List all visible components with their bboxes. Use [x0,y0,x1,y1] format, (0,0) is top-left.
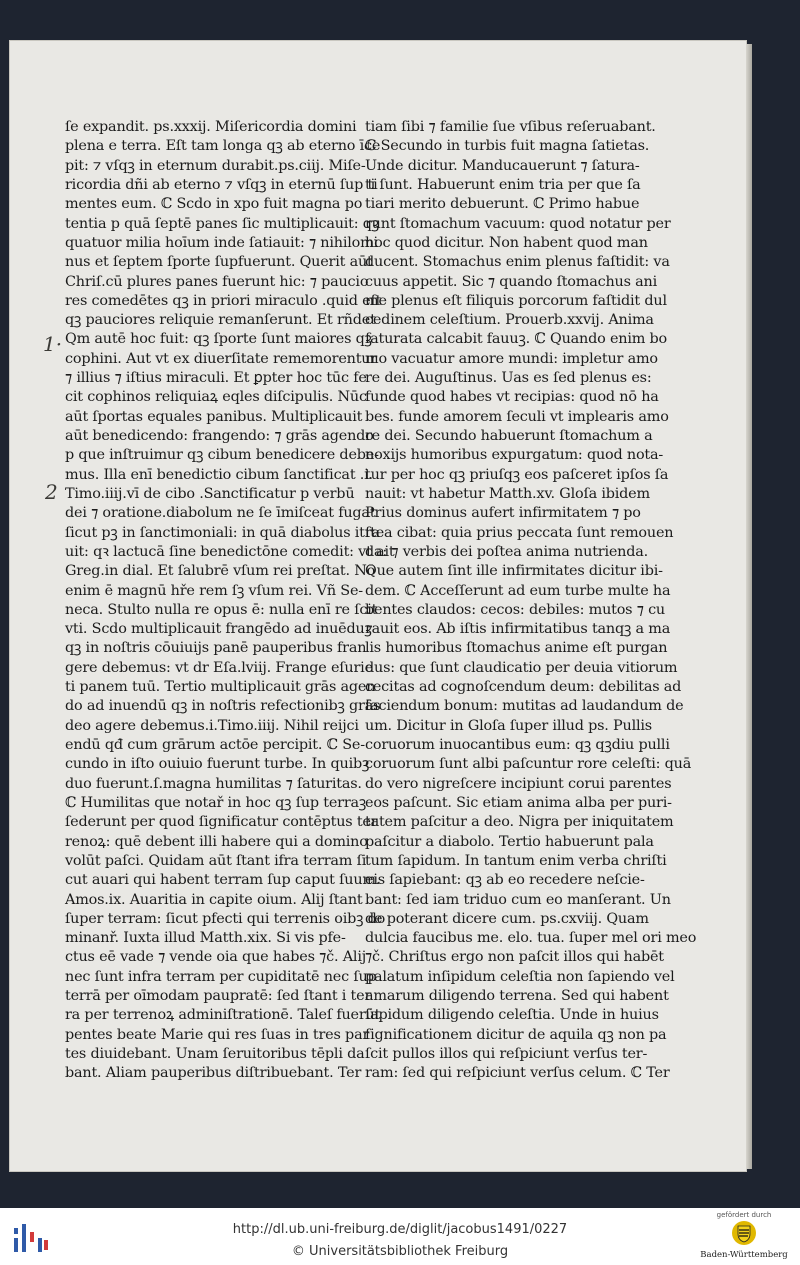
right-column-line: ducent. Stomachus enim plenus faſtidit: va [365,254,670,271]
text-column-left [65,118,395,1084]
right-column-line: mo vacuatur amore mundi: impletur amo [365,350,658,367]
left-column-line: tes diuidebant. Unam ſeruitoribus tēpli da [65,1046,365,1062]
right-column-line: tatem paſcitur a deo. Nigra per iniquitatem [365,814,674,831]
right-column-line: tur per hoc qꝫ priuſqꝫ eos paſceret ipſos ſa [365,466,669,483]
document-url[interactable]: http://dl.ub.uni-freiburg.de/diglit/jacobus1491/0227 [232,1222,568,1237]
left-column-line: cundo in iſto ouiuio fuerunt turbe. In quibꝫ [65,756,370,773]
right-column-line: bentes claudos: cecos: debiles: mutos ⁊ cu [365,601,666,618]
left-column-line: bant. Aliam pauperibus diſtribuebant. Ter [65,1065,362,1082]
left-column-line: Qm autē hoc fuit: qꝫ ſporte ſunt maiores qꝫ [65,331,372,348]
right-column-line: runt ſtomachum vacuum: quod notatur per [365,215,671,232]
right-column-line: um. Dicitur in Gloſa ſuper illud ps. Pullis [365,717,652,734]
left-column-line: ctus eē vade ⁊ vende oia que habes ⁊č. Alij [65,949,366,966]
right-column-line: cecitas ad cognoſcendum deum: debilitas ad [365,679,682,696]
left-column-line: mus. Illa enī benedictio cibum ſanctificat .i. [65,466,373,483]
margin-mark: 2 [45,480,58,504]
funding-label: gefördert durch [716,1211,772,1219]
right-column-line: tum ſapidum. In tantum enim verba chriſti [365,852,667,869]
right-column-line: de poterant dicere cum. ps.cxviij. Quam [365,910,649,927]
right-column-line: tiari merito debuerunt. ℂ Primo habue [365,196,640,213]
left-column-line: do ad inuendū qꝫ in noſtris refectionibꝫ grās [65,698,381,715]
right-column-line: faciendum bonum: mutitas ad laudandum de [365,698,684,715]
right-column-line: ſcit pullos illos qui reſpiciunt verſus ter- [365,1046,648,1062]
left-column-line: cit cophinos reliquiaꝝ eqles diſcipulis. Nūc [65,389,367,406]
right-column-line: bant: ſed iam triduo cum eo manſerant. Un [365,891,671,908]
left-column-line: deo agere debemus.i.Timo.iiij. Nihil reijci [65,717,359,734]
left-column-line: ricordia dñi ab eterno ⁊ vſqꝫ in eternū ſup ti [65,176,378,193]
left-column-line: aūt benedicendo: frangendo: ⁊ grās agendo [65,428,374,444]
left-column-line: tentia p quā ſeptē panes ſic multiplicauit: qꝫ [65,215,379,232]
left-column-line: dei ⁊ oratione.diabolum ne ſe īmiſceat fugat [65,505,376,522]
left-column-line: Chriſ.cū plures panes fuerunt hic: ⁊ paucio [65,273,369,290]
left-column-line: qꝫ pauciores reliquie remanſerunt. Et rñdet [65,312,376,329]
right-column-line: cuus appetit. Sic ⁊ quando ſtomachus ani [365,273,657,290]
right-column-line: ſapidum diligendo celeſtia. Unde in huius [365,1007,659,1024]
left-column-line: uit: qꝛ lactucā ſine benedictōne comedit: vt ait [65,543,395,560]
left-column-line: neca. Stulto nulla re opus ē: nulla enī re ſcit [65,601,378,618]
left-column-line: qꝫ in noſtris cōuiuijs panē pauperibus fran [65,640,367,657]
left-column-line: aūt ſportas equales panibus. Multiplicauit [65,408,363,425]
left-column-line: enim ē magnū hře rem ſꝫ vſum rei. Vñ Se- [65,582,363,599]
right-column-line: ram: ſed qui reſpiciunt verſus celum. ℂ Ter [365,1065,670,1082]
right-column-line: dus: que ſunt claudicatio per deuia vitiorum [365,659,678,676]
left-column-line: ti panem tuū. Tertio multiplicauit grās agen [65,679,376,696]
left-column-line: nus et ſeptem ſporte ſupfuerunt. Querit aūt [65,254,373,271]
coat-of-arms-icon [731,1220,757,1246]
right-column-line: noxijs humoribus expurgatum: quod nota- [365,447,664,464]
left-column-line: renoꝝ: quē debent illi habere qui a domino [65,833,368,850]
left-column-line: pentes beate Marie qui res ſuas in tres par [65,1026,370,1043]
left-column-line: ſicut pꝫ in ſanctimoniali: in quā diabolus itra [65,524,380,541]
left-column-line: gere debemus: vt dr Eſa.lviij. Frange eſurie [65,659,373,676]
right-column-line: Unde dicitur. Manducauerunt ⁊ ſatura- [365,157,640,174]
right-column-line: rauit eos. Ab iſtis infirmitatibus tanqꝫ a ma [365,621,671,638]
left-column-line: quatuor milia hoīum inde ſatiauit: ⁊ nihilomi [65,234,378,251]
left-column-line: ſuper terram: ſicut pfecti qui terrenis oibꝫ do [65,910,386,927]
right-column-line: coruorum ſunt albi paſcuntur rore celeſti: quā [365,756,692,773]
right-column-line: eos paſcunt. Sic etiam anima alba per puri- [365,794,672,811]
right-column-line: eis ſapiebant: qꝫ ab eo recedere neſcie- [365,872,645,889]
right-column-line: cedinem celeſtium. Prouerb.xxvij. Anima [365,312,654,329]
left-column-line: volūt paſci. Quidam aūt ſtant ifra terram ſi [65,852,367,869]
left-column-line: cut auari qui habent terram ſup caput ſuum. [65,872,381,889]
left-column-line: minanř. Iuxta illud Matth.xix. Si vis pfe- [65,930,346,947]
left-column-line: ra per terrenoꝝ adminiſtrationē. Taleſ fuerūt [65,1007,381,1024]
right-column-line: coruorum inuocantibus eum: qꝫ qꝫdiu pulli [365,737,670,753]
right-column-line: bes. funde amorem ſeculi vt implearis amo [365,408,669,425]
right-column-line: Prius dominus aufert infirmitatem ⁊ po [365,505,641,522]
right-column-line: funde quod habes vt recipias: quod nō ha [365,389,659,406]
right-column-line: lis humoribus ſtomachus anime eſt purgan [365,640,668,657]
funding-badge[interactable] [696,1211,792,1261]
right-column-line: Que autem ſint ille infirmitates dicitur ibi- [365,563,663,580]
right-column-line: tiam ſibi ⁊ familie ſue vſibus reſeruabant. [365,119,656,135]
right-column-line: ſtea cibat: quia prius peccata ſunt remouen [365,524,674,541]
right-column-line: dem. ℂ Acceſſerunt ad eum turbe multe ha [365,582,671,599]
right-column-line: dulcia faucibus me. elo. tua. ſuper mel ori meo [365,930,697,947]
right-column-line: re dei. Auguſtinus. Uas es ſed plenus es: [365,370,652,387]
left-column-line: res comedētes qꝫ in priori miraculo .quid eſt [65,292,382,309]
right-column-line: me plenus eſt filiquis porcorum faſtidit dul [365,292,667,309]
right-column-line: ℂ Secundo in turbis fuit magna ſatietas. [365,138,650,155]
page-edge [746,44,752,1169]
left-column-line: vti. Scdo multiplicauit frangēdo ad inuēduꝫ [65,621,372,638]
text-column-right [365,118,697,1084]
left-column-line: p que inſtruimur qꝫ cibum benedicere debe- [65,447,379,464]
right-column-line: palatum inſipidum celeſtia non ſapiendo vel [365,968,675,985]
right-column-line: ſignificationem dicitur de aquila qꝫ non pa [365,1026,667,1043]
left-column-line: mentes eum. ℂ Scdo in xpo fuit magna po [65,196,363,213]
left-column-line: ℂ Humilitas que notař in hoc qꝫ ſup terraꝫ [65,794,367,811]
left-column-line: ſederunt per quod ſignificatur contēptus ter [65,814,378,831]
left-column-line: pit: ⁊ vſqꝫ in eternum durabit.ps.ciij. Miſe- [65,157,366,174]
left-column-line: endū qđ cum grārum actōe percipit. ℂ Se- [65,737,365,753]
left-column-line: Amos.ix. Auaritia in capite oium. Alij ſtant [65,891,363,908]
funding-region: Baden-Württemberg [700,1250,788,1260]
left-column-line: terrā per oīmodam paupratē: ſed ſtant i ter [65,988,372,1005]
right-column-line: ti ſunt. Habuerunt enim tria per que ſa [365,176,641,193]
left-column-line: plena e terra. Eſt tam longa qꝫ ab eterno īce [65,138,381,155]
left-column-line: nec ſunt infra terram per cupiditatē nec ſup [65,968,377,985]
right-column-line: hoc quod dicitur. Non habent quod man [365,234,648,251]
left-column-line: cophini. Aut vt ex diuerſitate rememorentur [65,350,378,367]
right-column-line: amarum diligendo terrena. Sed qui habent [365,988,669,1005]
left-column-line: ſe expandit. ps.xxxij. Miſericordia domini [65,119,357,135]
right-column-line: da: ⁊ verbis dei poſtea anima nutrienda. [365,543,649,560]
left-column-line: Timo.iiij.vī de cibo .Sanctificatur p verbū [65,485,355,502]
right-column-line: do vero nigreſcere incipiunt corui parentes [365,775,672,792]
right-column-line: paſcitur a diabolo. Tertio habuerunt pala [365,833,654,850]
book-page [9,40,747,1172]
right-column-line: ſaturata calcabit fauuꝫ. ℂ Quando enim bo [365,331,668,348]
left-column-line: Greg.in dial. Et ſalubrē vſum rei preſtat. Nō [65,563,376,580]
copyright-notice: © Universitätsbibliothek Freiburg [291,1244,509,1259]
right-column-line: nauit: vt habetur Matth.xv. Gloſa ibidem [365,485,650,502]
left-column-line: duo fuerunt.ſ.magna humilitas ⁊ ſaturitas. [65,775,362,792]
margin-mark: 1· [43,332,63,356]
left-column-line: ⁊ illius ⁊ iſtius miraculi. Et ꝑpter hoc tūc fe [65,370,367,387]
right-column-line: ⁊č. Chriſtus ergo non paſcit illos qui habēt [365,949,664,966]
right-column-line: re dei. Secundo habuerunt ſtomachum a [365,428,653,444]
